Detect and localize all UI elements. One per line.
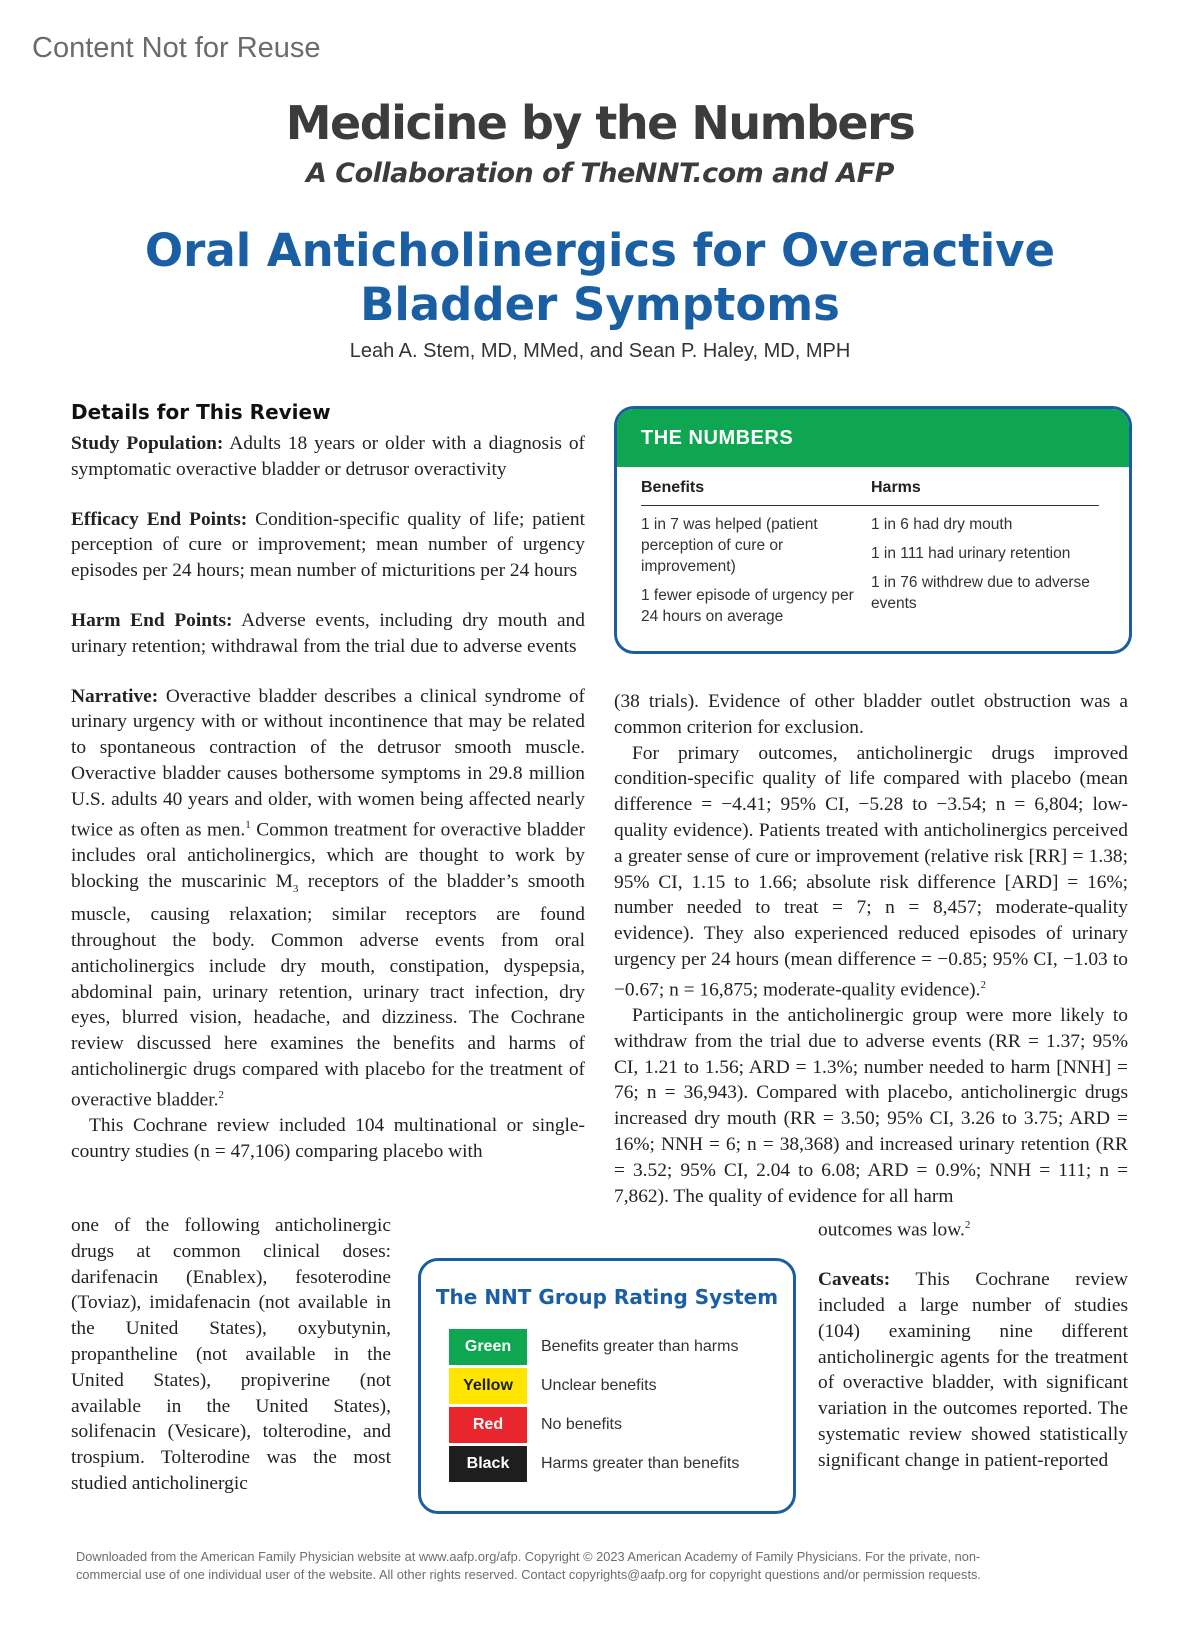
footer-line-1: Downloaded from the American Family Physician website at www.aafp.org/afp. Copyright © 2023 American Academy of Family Physicians. For the private, non-: [76, 1549, 981, 1564]
reference-1: 1: [245, 818, 251, 831]
harm-item: 1 in 6 had dry mouth: [871, 516, 1013, 533]
harm-end-points: [71, 608, 585, 660]
left-column: [71, 431, 585, 1165]
right-column: [614, 689, 1128, 1209]
study-population: [71, 431, 585, 483]
article-title: [0, 224, 1200, 332]
narrative-text-3: receptors of the bladder’s smooth muscle, causing relaxation; similar receptors are found throughout the body. Common adverse events from oral anticholinergics include dry mouth, constipation, dyspepsia, abdominal pain, urinary retention, urinary tract infection, dry eyes, blurred vision, headache, and dizziness. The Cochrane review discussed here examines the benefits and harms of anticholinergic drugs compared with placebo for the treatment of overactive bladder.: [71, 870, 585, 1111]
harms-continued-text: outcomes was low.: [818, 1219, 965, 1241]
harm-label: Harm End Points:: [71, 609, 233, 631]
benefit-item: 1 in 7 was helped (patient perception of cure or improvement): [641, 516, 818, 575]
rating-desc-yellow: Unclear benefits: [541, 1377, 657, 1394]
rating-desc-green: Benefits greater than harms: [541, 1338, 739, 1355]
masthead-subtitle: A Collaboration of TheNNT.com and AFP: [306, 158, 894, 189]
narrative-text-2: Common treatment for overactive bladder includes oral anticholinergics, which are thought to work by blocking the muscarinic M: [71, 819, 585, 892]
reference-2: 2: [964, 1219, 971, 1231]
primary-outcomes-paragraph: [614, 741, 1128, 1003]
reference-2: 2: [980, 978, 986, 991]
watermark: Content Not for Reuse: [32, 32, 321, 64]
study-population-text: Adults 18 years or older with a diagnosis of symptomatic overactive bladder or detrusor overactivity: [71, 433, 586, 480]
rating-swatch-yellow: Yellow: [449, 1368, 527, 1404]
exclusion-paragraph: (38 trials). Evidence of other bladder outlet obstruction was a common criterion for exclusion.: [614, 691, 1128, 738]
study-population-label: Study Population:: [71, 433, 224, 454]
rating-swatch-green: Green: [449, 1329, 527, 1365]
caveats-text: This Cochrane review included a large number of studies (104) examining nine different anticholinergic agents for the treatment of overactive bladder, with significant variation in the outcomes reported. The systematic review showed statistically significant change in patient-reported: [818, 1269, 1128, 1471]
masthead-title: Medicine by the Numbers: [285, 96, 915, 150]
rating-system-title: The NNT Group Rating System: [435, 1285, 779, 1309]
narrative-paragraph: [71, 684, 585, 1114]
article-title-line1: Oral Anticholinergics for Overactive: [144, 224, 1056, 277]
left-column-narrow: [71, 1213, 391, 1497]
harms-paragraph: Participants in the anticholinergic group were more likely to withdraw from the trial due to adverse events (RR = 1.37; 95% CI, 1.21 to 1.56; ARD = 1.3%; number needed to harm [NNH] = 76; n = 36,943). Compared with placebo, anticholinergic drugs increased dry mouth (RR = 3.50; 95% CI, 3.26 to 3.75; ARD = 16%; NNH = 6; n = 38,368) and increased urinary retention (RR = 3.52; 95% CI, 2.04 to 6.08; ARD = 0.9%; NNH = 111; n = 7,862). The quality of evidence for all harm: [614, 1005, 1128, 1207]
benefits-heading: Benefits: [641, 479, 877, 506]
harms-heading: Harms: [871, 479, 1099, 506]
harm-item: 1 in 76 withdrew due to adverse events: [871, 574, 1090, 612]
review-paragraph-continued: one of the following anticholinergic drugs at common clinical doses: darifenacin (Enablex), fesoterodine (Toviaz), imidafenacin (not available in the United States), oxybutynin, propantheline (not available in the United States), propiverine (not available in the United States), solifenacin (Vesicare), tolterodine, and trospium. Tolterodine was the most studied anticholinergic: [71, 1215, 391, 1494]
right-column-narrow: [818, 1213, 1128, 1474]
efficacy-text: Condition-specific quality of life; patient perception of cure or improvement; mean number of urgency episodes per 24 hours; mean number of micturitions per 24 hours: [71, 508, 585, 582]
harm-item: 1 in 111 had urinary retention: [871, 545, 1071, 562]
rating-swatch-red: Red: [449, 1407, 527, 1443]
details-heading: Details for This Review: [71, 400, 331, 424]
rating-system-box: [418, 1258, 796, 1514]
rating-desc-black: Harms greater than benefits: [541, 1455, 740, 1472]
efficacy-label: Efficacy End Points:: [71, 508, 248, 530]
efficacy-end-points: [71, 507, 585, 584]
reference-2: 2: [218, 1088, 225, 1101]
numbers-box: [614, 406, 1132, 654]
primary-outcomes-text: For primary outcomes, anticholinergic drugs improved condition-specific quality of life compared with placebo (mean difference = −4.41; 95% CI, −5.28 to −3.54; n = 6,804; low-quality evidence). Patients treated with anticholinergics perceived a greater sense of cure or improvement (relative risk [RR] = 1.38; 95% CI, 1.15 to 1.66; absolute risk difference [ARD] = 16%; number needed to treat = 7; n = 8,457; moderate-quality evidence). They also experienced reduced episodes of urinary urgency per 24 hours (mean difference = −0.85; 95% CI, −1.03 to −0.67; n = 16,875; moderate-quality evidence).: [614, 742, 1128, 1001]
rating-desc-red: No benefits: [541, 1416, 622, 1433]
harms-paragraph-continued: [818, 1213, 1128, 1243]
harms-column: [871, 479, 1099, 614]
authors: Leah A. Stem, MD, MMed, and Sean P. Haley, MD, MPH: [349, 340, 851, 362]
caveats-paragraph: [818, 1267, 1128, 1473]
harm-text: Adverse events, including dry mouth and urinary retention; withdrawal from the trial due to adverse events: [71, 609, 586, 657]
receptor-subscript: 3: [292, 882, 299, 895]
narrative-text-1: Overactive bladder describes a clinical syndrome of urinary urgency with or without incontinence that may be related to spontaneous contraction of the detrusor smooth muscle. Overactive bladder causes bothersome symptoms in 29.8 million U.S. adults 40 years and older, with women being affected nearly twice as often as men.: [71, 685, 585, 841]
caveats-label: Caveats:: [818, 1269, 891, 1291]
benefit-item: 1 fewer episode of urgency per 24 hours on average: [641, 587, 854, 625]
copyright-footer: [76, 1548, 1126, 1584]
benefits-column: [641, 479, 869, 627]
article-title-line2: Bladder Symptoms: [360, 278, 840, 331]
footer-line-2: commercial use of one individual user of the website. All other rights reserved. Contact copyrights@aafp.org for copyright questions and/or permission requests.: [76, 1567, 981, 1582]
narrative-label: Narrative:: [71, 685, 159, 707]
rating-swatch-black: Black: [449, 1446, 527, 1482]
review-paragraph: This Cochrane review included 104 multinational or single-country studies (n = 47,106) comparing placebo with: [71, 1115, 585, 1162]
numbers-heading: THE NUMBERS: [617, 409, 1129, 467]
